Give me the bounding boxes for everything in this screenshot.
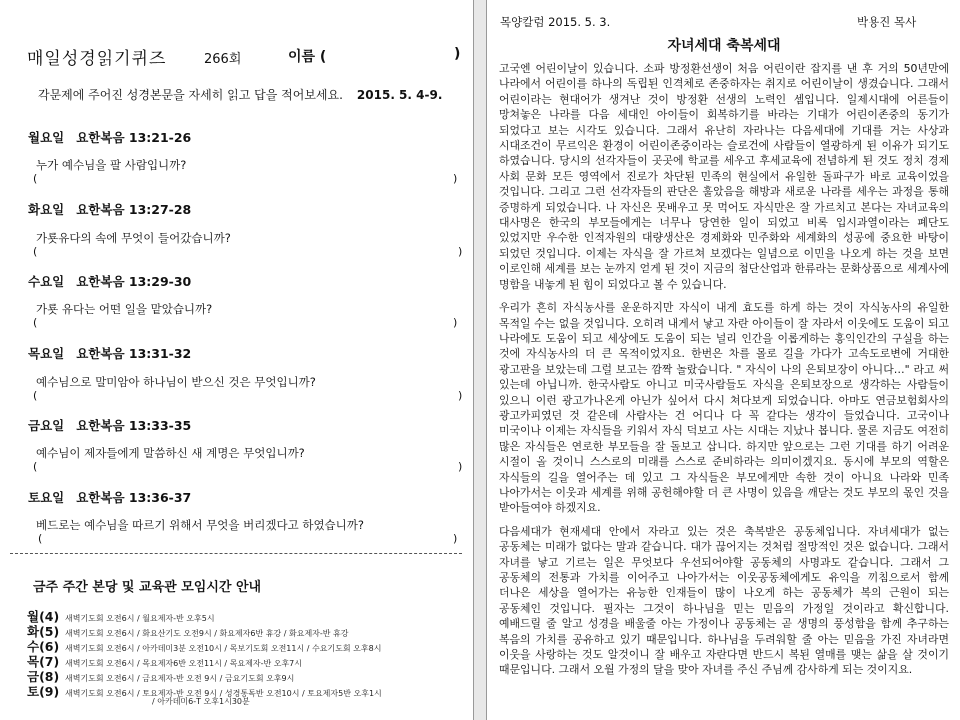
schedule-text: 새벽기도회 오전6시 / 화요산기도 오전9시 / 화요제자6반 휴강 / 화요제자-반 휴강 (65, 629, 349, 638)
scripture-ref: 요한복음 13:33-35 (76, 418, 192, 433)
scripture-ref: 요한복음 13:31-32 (76, 346, 192, 361)
day-heading-wed (28, 272, 191, 290)
name-label: 이름 ( (288, 49, 327, 65)
column-author: 박용진 목사 (857, 15, 917, 29)
instruction-text: 각문제에 주어진 성경본문을 자세히 읽고 답을 적어보세요. (38, 88, 343, 102)
question-wed: 가룟 유다는 어떤 일을 맡았습니까? (36, 302, 213, 316)
answer-close-paren: ) (458, 389, 463, 402)
page-gutter (474, 0, 486, 720)
answer-open-paren: ( (33, 389, 38, 402)
schedule-text: 새벽기도회 오전6시 / 목요제자6반 오전11시 / 목요제자-반 오후7시 (65, 659, 302, 668)
answer-close-paren: ) (458, 245, 463, 258)
answer-close-paren: ) (453, 316, 458, 329)
day-heading-fri (28, 416, 191, 434)
schedule-day: 목(7) (27, 654, 60, 669)
schedule-day: 화(5) (27, 624, 60, 639)
day-heading-thu (28, 344, 191, 362)
question-tue: 가룟유다의 속에 무엇이 들어갔습니까? (36, 231, 231, 245)
question-thu: 예수님으로 말미암아 하나님이 받으신 것은 무엇입니까? (36, 375, 316, 389)
quiz-page (0, 0, 474, 720)
answer-close-paren: ) (453, 172, 458, 185)
column-paragraph: 다음세대가 현재세대 안에서 자라고 있는 것은 축복받은 공동체입니다. 자녀세대가 없는 공동체는 미래가 없다는 말과 같습니다. 대가 끊어지는 것처럼 절망적인 것은 없습니다. 그래서 자녀를 낳고 기르는 일은 무엇보다 우선되어야할 공동체의 사명과도 같습니다. 그래서 그 공동체의 전통과 가치를 이어주고 나아가서는 이웃공동체에게도 유익을 끼침으로서 함께 더나은 세상을 열어가는 유능한 인재들이 많이 나오게 하는 공동체가 복의 근원이 되는 공동체인 것입니다. 필자는 그것이 하나님을 믿는 믿음의 가정일 것이라고 확신합니다. 예배드릴 줄 알고 성경을 배울줄 아는 가정이나 공동체는 곧 생명의 풍성함을 함께 추구하는 복음의 가치를 공유하고 있기 때문입니다. 하나님을 두려워할 줄 아는 믿음을 가진 자녀라면 이웃을 사랑하는 것도 알것이니 잘 배우고 자란다면 반드시 복된 열매를 맺는 삶을 살 것이기 때문입니다. 그래서 오월 가정의 달을 맞아 자녀를 주신 주님께 감사하게 되는 것이지요. (499, 524, 949, 677)
day-label: 토요일 (28, 490, 65, 505)
day-label: 화요일 (28, 202, 65, 217)
quiz-issue-number: 266회 (204, 52, 242, 67)
scripture-ref: 요한복음 13:27-28 (76, 202, 192, 217)
scripture-ref: 요한복음 13:36-37 (76, 490, 192, 505)
day-label: 수요일 (28, 274, 65, 289)
day-heading-tue (28, 200, 191, 218)
answer-open-paren: ( (33, 172, 38, 185)
column-paragraph: 우리가 흔히 자식농사를 운운하지만 자식이 내게 효도를 하게 하는 것이 자식농사의 유일한 목적일 수는 없을 것입니다. 오히려 내게서 낳고 자란 아이들이 잘 자라서 이웃에도 도움이 되고 나라에도 도움이 되고 세상에도 도움이 되는 널리 인간을 이롭게하는 홍익인간의 구실을 하는 것에 자식농사의 더 큰 목적이었지요. 한번은 차를 몰로 길을 가다가 고속도로변에 거대한 광고판을 보았는데 그럴 보고는 깜짝 놀랐습니다. " 자식이 나의 은퇴보장이 아니다…" 라고 써 있는데 아닙니까. 한국사람도 아니고 미국사람들도 자식을 은퇴보장으로 생각하는 사람들이 있으니 이런 광고가나온게 아닌가 싶어서 다시 쳐다보게 되었습니다. 아마도 연금보험회사의 광고카피였던 것 같은데 사람사는 건 어디나 다 꼭 같다는 생각이 들었습니다. 고국이나 미국이나 이제는 자식들을 키워서 자식 덕보고 사는 시대는 지났나 봅니다. 물론 지금도 여전히 많은 자식들은 연로한 부모들을 잘 돌보고 삽니다. 하지만 앞으로는 그런 기대를 하기 어려운 시절이 올 것이니 스스로의 미래를 스스로 준비하라는 의미이겠지요. 동시에 부모의 역할은 자식들의 길을 열어주는 데 있고 그 자식들은 부모에게만 속한 것이 아니요 나라와 민족 나아가서는 이웃과 세계를 위해 공헌해야할 더 큰 사명이 있음을 깨닫는 것도 부모의 몫인 것을 받아들여야 하겠지요. (499, 301, 949, 515)
question-fri: 예수님이 제자들에게 말씀하신 새 계명은 무엇입니까? (36, 446, 305, 460)
day-label: 월요일 (28, 130, 65, 145)
column-header-date: 목양칼럼 2015. 5. 3. (500, 15, 611, 29)
quiz-title: 매일성경읽기퀴즈 (27, 49, 167, 69)
answer-open-paren: ( (33, 460, 38, 473)
day-heading-sat (28, 488, 191, 506)
schedule-text: 새벽기도회 오전6시 / 금요제자-반 오전 9시 / 금요기도회 오후9시 (65, 674, 295, 683)
day-label: 목요일 (28, 346, 65, 361)
quiz-instruction (38, 86, 442, 103)
day-label: 금요일 (28, 418, 65, 433)
schedule-text: 새벽기도회 오전6시 / 월요제자-반 오후5시 (65, 614, 215, 623)
column-body (499, 61, 949, 686)
schedule-text: 새벽기도회 오전6시 / 아카데미3분 오전10시 / 목보기도회 오전11시 / 수요기도회 오후8시 (65, 644, 382, 653)
answer-open-paren: ( (33, 316, 38, 329)
column-title: 자녀세대 축복세대 (667, 38, 781, 54)
day-heading-mon (28, 128, 191, 146)
answer-open-paren: ( (33, 245, 38, 258)
schedule-day: 월(4) (27, 609, 60, 624)
question-mon: 누가 예수님을 팔 사람입니까? (36, 158, 187, 172)
answer-close-paren: ) (453, 532, 458, 545)
question-sat: 베드로는 예수님을 따르기 위해서 무엇을 버리겠다고 하였습니까? (36, 518, 364, 532)
schedule-day: 금(8) (27, 669, 60, 684)
schedule-day: 토(9) (27, 684, 60, 699)
column-page (486, 0, 960, 720)
name-field-close: ) (454, 46, 461, 62)
schedule-text: 새벽기도회 오전6시 / 토요제자-반 오전 9시 / 성경통독반 오전10시 / 토요제자5반 오후1시 (65, 689, 382, 698)
schedule-title: 금주 주간 본당 및 교육관 모임시간 안내 (33, 580, 262, 595)
quiz-date: 2015. 5. 4-9. (356, 88, 443, 102)
schedule-day: 수(6) (27, 639, 60, 654)
scripture-ref: 요한복음 13:21-26 (76, 130, 192, 145)
scripture-ref: 요한복음 13:29-30 (76, 274, 192, 289)
dashed-divider (10, 553, 462, 554)
schedule-continuation: / 아카데미6-T 오후1시30분 (152, 697, 250, 706)
answer-open-paren: ( (38, 532, 43, 545)
column-paragraph: 고국엔 어린이날이 있습니다. 소파 방정환선생이 처음 어린이란 잡지를 낸 후 거의 50년만에 나라에서 어린이를 하나의 독립된 인격체로 존중하자는 취지로 어린이날이 생겼습니다. 그래서 어린이라는 현대어가 생겨난 것이 방정환 선생의 노력인 셈입니다. 일제시대에 어른들이 망쳐놓은 나라를 다음 세대인 아이들이 회복하기를 바라는 기대가 어린이존중의 동기가 되었다고 보는 시각도 있습니다. 그래서 유난히 자라나는 다음세대에 기대를 거는 사상과 시대조건이 무르익은 환경이 어린이존중이라는 슬로건에 사람들이 열광하게 된 이유가 되기도 하였습니다. 당시의 선각자들이 곳곳에 학교를 세우고 후세교육에 전념하게 된 것도 정치 경제 사회 문화 모든 영역에서 진로가 차단된 민족의 현실에서 유일한 돌파구가 바로 교육이었을 것입니다. 그리고 그런 선각자들의 판단은 훌았음을 해방과 새로운 나라를 세우는 과정을 통해 증명하게 되었습니다. 나 자신은 못배우고 못 먹어도 자식만은 잘 가르치고 본다는 자녀교육의 대사명은 한국의 부모들에게는 너무나 당연한 일이 되었고 비록 입시과열이라는 폐단도 있었지만 우수한 인적자원의 대량생산은 경제화와 민주화와 세계화의 성공에 중요한 바탕이 되었던 것입니다. 이제는 자식을 잘 가르쳐 보겠다는 일념으로 이민을 나오게 하는 것을 보면 이로인해 세계를 보는 눈까지 얻게 된 것이 지금의 첨단산업과 한류라는 문화상품으로 세계사에 명함을 내놓게 된 힘이 되었다고 볼 수 있습니다. (499, 62, 949, 291)
answer-close-paren: ) (458, 460, 463, 473)
